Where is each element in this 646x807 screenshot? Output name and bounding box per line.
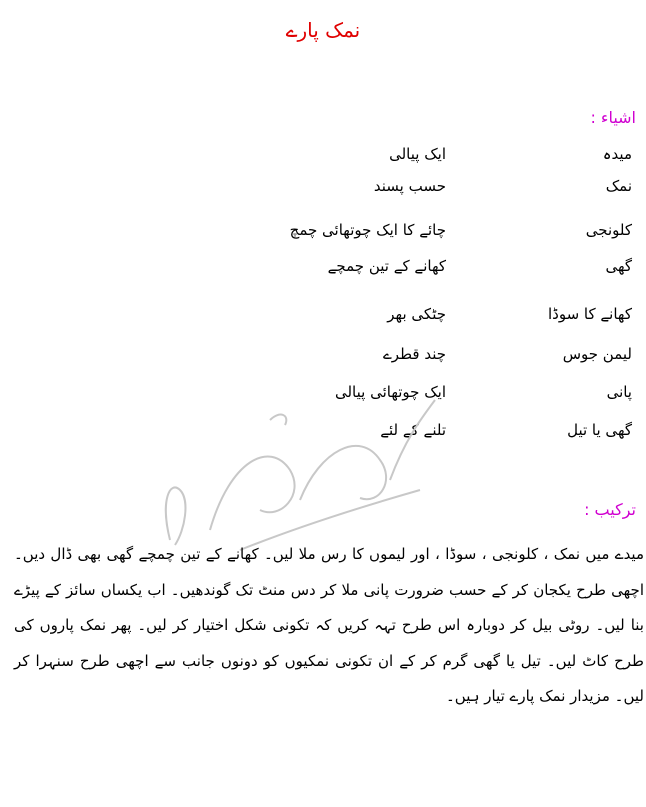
watermark-signature <box>150 380 450 560</box>
ingredient-row <box>0 145 646 177</box>
ingredient-qty: ایک چوتھائی پیالی <box>334 383 446 401</box>
page-title: نمک پارے <box>285 18 361 42</box>
ingredients-heading: اشیاء : <box>590 108 636 127</box>
ingredient-name: لیمن جوس <box>562 345 632 363</box>
ingredient-name: نمک <box>605 177 632 195</box>
ingredient-qty: چٹکی بھر <box>387 305 446 323</box>
ingredient-name: کھانے کا سوڈا <box>547 305 632 323</box>
ingredient-qty: تلنے کے لئے <box>380 421 446 439</box>
ingredient-qty: چائے کا ایک چوتھائی چمچ <box>289 221 446 239</box>
ingredient-qty: کھانے کے تین چمچے <box>327 257 446 275</box>
method-heading: ترکیب : <box>584 500 636 519</box>
ingredient-row <box>0 221 646 253</box>
ingredient-name: گھی یا تیل <box>567 421 632 439</box>
ingredient-qty: ایک پیالی <box>389 145 446 163</box>
method-text: میدے میں نمک ، کلونجی ، سوڈا ، اور لیموں کا رس ملا لیں۔ کھانے کے تین چمچے گھی بھی ڈال دیں۔ اچھی طرح یکجان کر کے حسب ضرورت پانی ملا کر دس منٹ تک گوندھیں۔ اب یکساں سائز کے پیڑے بنا لیں۔ روٹی بیل کر دوبارہ اس طرح تہہ کریں کہ تکونی شکل اختیار کر لیں۔ پھر نمک پاروں کی طرح کاٹ لیں۔ تیل یا گھی گرم کر کے ان تکونی نمکیوں کو دونوں جانب سے اچھی طرح سنہرا کر لیں۔ مزیدار نمک پارے تیار ہیں۔ <box>14 545 644 705</box>
ingredient-qty: چند قطرے <box>383 345 446 363</box>
ingredient-row <box>0 177 646 209</box>
ingredient-row <box>0 257 646 289</box>
ingredient-name: پانی <box>606 383 632 401</box>
ingredient-row <box>0 345 646 377</box>
ingredient-name: کلونجی <box>585 221 632 239</box>
ingredient-name: گھی <box>605 257 632 275</box>
ingredient-qty: حسب پسند <box>373 177 446 195</box>
ingredient-row <box>0 305 646 337</box>
ingredient-name: میدہ <box>602 145 632 163</box>
